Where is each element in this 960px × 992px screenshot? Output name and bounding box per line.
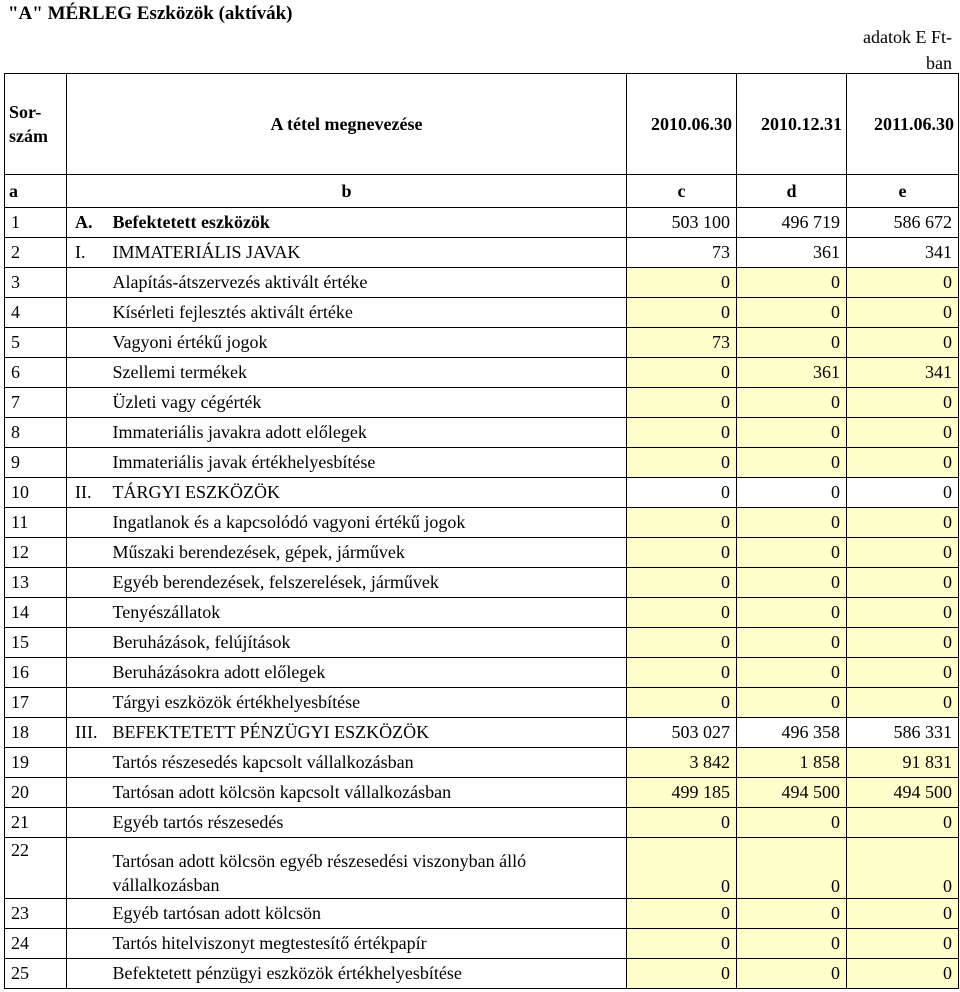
row-label: Befektetett pénzügyi eszközök értékhelyesbítése [105,959,627,989]
row-value-c: 0 [627,658,737,688]
row-label: Alapítás-átszervezés aktivált értéke [105,268,627,298]
row-number: 4 [5,298,67,328]
row-number: 5 [5,328,67,358]
row-value-d: 0 [737,598,847,628]
row-value-e: 0 [847,508,959,538]
row-value-d: 0 [737,838,847,899]
row-label: Beruházások, felújítások [105,628,627,658]
table-row [5,718,959,748]
row-roman [67,959,105,989]
table-row [5,628,959,658]
row-number: 10 [5,478,67,508]
row-value-c: 0 [627,268,737,298]
row-value-c: 0 [627,598,737,628]
row-value-e: 0 [847,478,959,508]
row-value-d: 0 [737,298,847,328]
row-value-c: 0 [627,448,737,478]
col-header-c: 2010.06.30 [627,74,737,175]
row-roman [67,748,105,778]
row-label: Üzleti vagy cégérték [105,388,627,418]
row-roman [67,838,105,899]
row-label: Immateriális javakra adott előlegek [105,418,627,448]
row-roman [67,808,105,838]
row-value-d: 0 [737,388,847,418]
col-header-e: 2011.06.30 [847,74,959,175]
row-value-d: 1 858 [737,748,847,778]
row-value-e: 0 [847,929,959,959]
table-row [5,298,959,328]
row-value-e: 341 [847,358,959,388]
table-row [5,598,959,628]
row-number: 12 [5,538,67,568]
letter-a: a [5,175,67,208]
balance-sheet-table [4,73,959,989]
table-row [5,778,959,808]
row-value-c: 0 [627,688,737,718]
table-row [5,808,959,838]
units-note: adatok E Ft-ban [863,27,952,73]
table-row [5,899,959,929]
row-roman [67,688,105,718]
row-value-c: 73 [627,238,737,268]
row-number: 9 [5,448,67,478]
row-value-e: 586 331 [847,718,959,748]
row-roman [67,778,105,808]
row-label: Tenyészállatok [105,598,627,628]
table-row [5,418,959,448]
row-roman [67,388,105,418]
row-label: Kísérleti fejlesztés aktivált értéke [105,298,627,328]
row-value-e: 586 672 [847,208,959,238]
col-header-sorszam: Sor-szám [5,74,67,175]
row-value-d: 0 [737,959,847,989]
row-label: Befektetett eszközök [105,208,627,238]
header-row [5,74,959,175]
row-value-e: 0 [847,418,959,448]
row-value-e: 0 [847,838,959,899]
row-value-d: 0 [737,929,847,959]
col-header-name: A tétel megnevezése [67,74,627,175]
row-roman: A. [67,208,105,238]
row-value-d: 0 [737,418,847,448]
row-value-e: 0 [847,628,959,658]
row-value-d: 0 [737,688,847,718]
row-number: 1 [5,208,67,238]
row-roman [67,658,105,688]
table-row [5,538,959,568]
row-label: TÁRGYI ESZKÖZÖK [105,478,627,508]
row-label: Egyéb tartós részesedés [105,808,627,838]
table-row [5,748,959,778]
row-value-d: 0 [737,478,847,508]
row-roman: III. [67,718,105,748]
row-value-d: 0 [737,899,847,929]
row-value-c: 0 [627,959,737,989]
row-label: Immateriális javak értékhelyesbítése [105,448,627,478]
letter-c: c [627,175,737,208]
row-number: 13 [5,568,67,598]
table-row [5,508,959,538]
row-value-e: 0 [847,598,959,628]
row-roman [67,628,105,658]
row-number: 14 [5,598,67,628]
row-number: 6 [5,358,67,388]
row-label: Vagyoni értékű jogok [105,328,627,358]
row-label: Tartósan adott kölcsön egyéb részesedési viszonyban álló vállalkozásban [105,838,627,899]
row-value-c: 0 [627,838,737,899]
row-value-c: 0 [627,628,737,658]
row-value-c: 0 [627,388,737,418]
row-label: Tárgyi eszközök értékhelyesbítése [105,688,627,718]
row-value-d: 0 [737,508,847,538]
row-value-c: 0 [627,808,737,838]
table-row [5,388,959,418]
row-roman [67,358,105,388]
page-title: "A" MÉRLEG Eszközök (aktívák) [8,3,293,24]
row-value-c: 503 100 [627,208,737,238]
letter-row [5,175,959,208]
row-value-c: 0 [627,538,737,568]
row-number: 19 [5,748,67,778]
col-header-d: 2010.12.31 [737,74,847,175]
table-row [5,838,959,899]
row-label: Tartósan adott kölcsön kapcsolt vállalkozásban [105,778,627,808]
row-value-e: 0 [847,959,959,989]
row-number: 24 [5,929,67,959]
row-value-e: 0 [847,568,959,598]
table-row [5,478,959,508]
row-label: Ingatlanok és a kapcsolódó vagyoni értékű jogok [105,508,627,538]
table-row [5,358,959,388]
row-number: 16 [5,658,67,688]
row-label: Műszaki berendezések, gépek, járművek [105,538,627,568]
table-row [5,268,959,298]
row-label: Szellemi termékek [105,358,627,388]
row-value-c: 3 842 [627,748,737,778]
row-value-c: 0 [627,298,737,328]
row-value-e: 341 [847,238,959,268]
row-roman [67,929,105,959]
row-value-e: 0 [847,658,959,688]
row-number: 21 [5,808,67,838]
row-number: 17 [5,688,67,718]
letter-e: e [847,175,959,208]
row-number: 22 [5,838,67,899]
row-value-c: 0 [627,418,737,448]
row-value-c: 73 [627,328,737,358]
table-row [5,208,959,238]
row-roman [67,568,105,598]
row-value-e: 91 831 [847,748,959,778]
row-roman [67,298,105,328]
row-value-d: 0 [737,658,847,688]
row-roman [67,508,105,538]
row-value-d: 0 [737,808,847,838]
row-value-c: 0 [627,899,737,929]
row-roman [67,418,105,448]
row-value-d: 496 358 [737,718,847,748]
row-number: 8 [5,418,67,448]
row-label: Egyéb berendezések, felszerelések, járművek [105,568,627,598]
row-value-d: 361 [737,238,847,268]
row-label: Tartós hitelviszonyt megtestesítő értékpapír [105,929,627,959]
row-number: 20 [5,778,67,808]
table-row [5,688,959,718]
letter-d: d [737,175,847,208]
row-value-d: 0 [737,448,847,478]
row-number: 2 [5,238,67,268]
row-value-c: 503 027 [627,718,737,748]
row-number: 3 [5,268,67,298]
table-row [5,328,959,358]
row-value-d: 0 [737,628,847,658]
row-number: 15 [5,628,67,658]
row-roman: I. [67,238,105,268]
row-label: Egyéb tartósan adott kölcsön [105,899,627,929]
table-row [5,568,959,598]
row-roman [67,598,105,628]
row-roman [67,538,105,568]
row-value-e: 0 [847,899,959,929]
row-value-c: 499 185 [627,778,737,808]
letter-b: b [67,175,627,208]
row-value-c: 0 [627,508,737,538]
row-value-e: 0 [847,688,959,718]
row-value-d: 361 [737,358,847,388]
table-row [5,929,959,959]
table-row [5,448,959,478]
row-label: Tartós részesedés kapcsolt vállalkozásban [105,748,627,778]
row-value-d: 496 719 [737,208,847,238]
table-row [5,238,959,268]
row-roman: II. [67,478,105,508]
row-number: 11 [5,508,67,538]
row-number: 25 [5,959,67,989]
row-roman [67,899,105,929]
row-value-d: 494 500 [737,778,847,808]
row-value-e: 0 [847,268,959,298]
table-body [5,208,959,989]
row-value-d: 0 [737,568,847,598]
row-roman [67,268,105,298]
table-row [5,658,959,688]
row-value-d: 0 [737,538,847,568]
row-value-c: 0 [627,568,737,598]
table-row [5,959,959,989]
row-value-e: 0 [847,448,959,478]
row-label: Beruházásokra adott előlegek [105,658,627,688]
row-number: 7 [5,388,67,418]
row-roman [67,448,105,478]
row-value-c: 0 [627,929,737,959]
row-label: IMMATERIÁLIS JAVAK [105,238,627,268]
row-value-e: 0 [847,808,959,838]
row-value-e: 0 [847,538,959,568]
row-label: BEFEKTETETT PÉNZÜGYI ESZKÖZÖK [105,718,627,748]
row-value-e: 0 [847,388,959,418]
row-value-c: 0 [627,358,737,388]
row-value-d: 0 [737,268,847,298]
row-value-e: 0 [847,328,959,358]
row-roman [67,328,105,358]
row-number: 23 [5,899,67,929]
row-value-d: 0 [737,328,847,358]
row-value-c: 0 [627,478,737,508]
row-value-e: 494 500 [847,778,959,808]
row-number: 18 [5,718,67,748]
row-value-e: 0 [847,298,959,328]
